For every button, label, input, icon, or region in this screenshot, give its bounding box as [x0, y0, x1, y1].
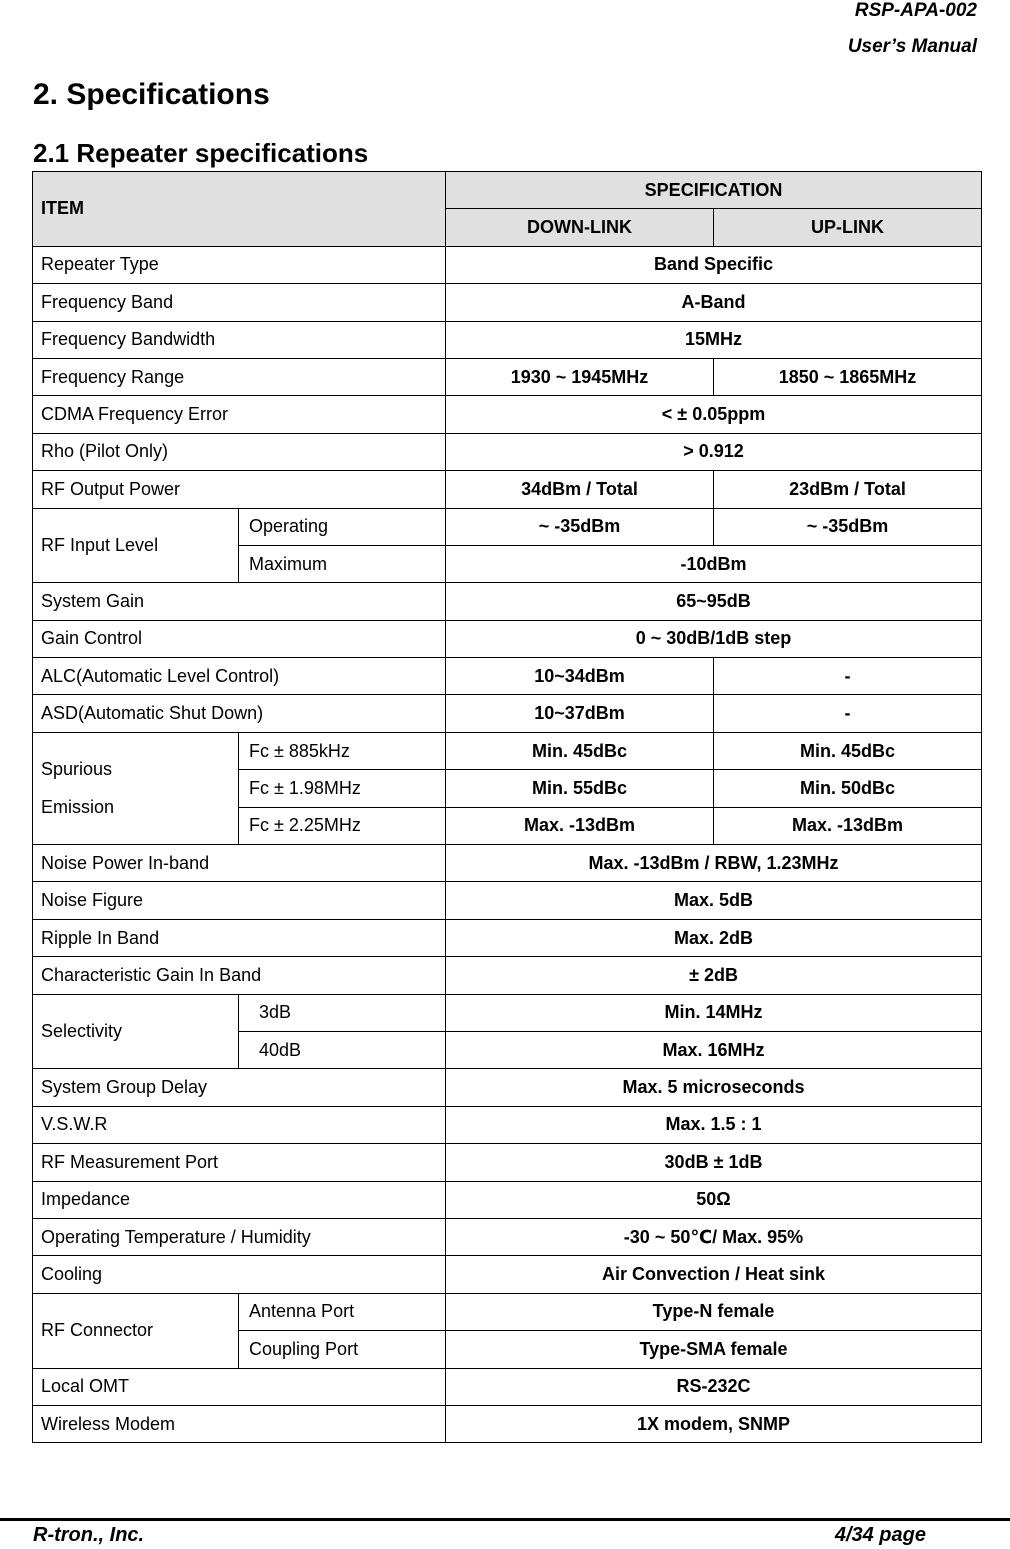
row-value: 15MHz [446, 321, 982, 358]
row-value: Max. 16MHz [446, 1031, 982, 1068]
row-value: 50Ω [446, 1181, 982, 1218]
table-row [33, 1368, 982, 1405]
spurious-emission-label [33, 732, 239, 844]
table-row [33, 321, 982, 358]
row-value: 65~95dB [446, 583, 982, 620]
row-label: Wireless Modem [33, 1405, 446, 1442]
table-row [33, 433, 982, 470]
table-row [33, 1069, 982, 1106]
row-value: Max. 5dB [446, 882, 982, 919]
downlink-value: Min. 45dBc [446, 732, 714, 769]
row-label: Repeater Type [33, 246, 446, 283]
row-label: RF Connector [33, 1293, 239, 1368]
table-row [33, 508, 982, 545]
downlink-value: 10~34dBm [446, 658, 714, 695]
company-name: R-tron., Inc. [33, 1524, 145, 1546]
row-label: Rho (Pilot Only) [33, 433, 446, 470]
uplink-value: Max. -13dBm [714, 807, 982, 844]
row-value: Type-SMA female [446, 1331, 982, 1368]
table-row [33, 1218, 982, 1255]
uplink-value: 23dBm / Total [714, 471, 982, 508]
row-label: System Gain [33, 583, 446, 620]
downlink-value: 1930 ~ 1945MHz [446, 358, 714, 395]
table-row [33, 994, 982, 1031]
sub-label: Fc ± 1.98MHz [239, 770, 446, 807]
sub-label: Maximum [239, 545, 446, 582]
row-label: RF Measurement Port [33, 1144, 446, 1181]
row-label: RF Input Level [33, 508, 239, 583]
sub-label: Operating [239, 508, 446, 545]
uplink-value: - [714, 658, 982, 695]
row-label: Cooling [33, 1256, 446, 1293]
row-label: Frequency Range [33, 358, 446, 395]
row-label: Gain Control [33, 620, 446, 657]
item-header: ITEM [33, 172, 446, 247]
row-label: Characteristic Gain In Band [33, 957, 446, 994]
downlink-value: 34dBm / Total [446, 471, 714, 508]
table-row [33, 1256, 982, 1293]
row-value: -30 ~ 50℃/ Max. 95% [446, 1218, 982, 1255]
footer-divider [0, 1518, 1010, 1521]
uplink-value: ~ -35dBm [714, 508, 982, 545]
row-label: CDMA Frequency Error [33, 396, 446, 433]
downlink-header: DOWN-LINK [446, 209, 714, 246]
row-value: -10dBm [446, 545, 982, 582]
row-value: 0 ~ 30dB/1dB step [446, 620, 982, 657]
row-label: Frequency Band [33, 284, 446, 321]
uplink-value: - [714, 695, 982, 732]
downlink-value: 10~37dBm [446, 695, 714, 732]
table-row [33, 695, 982, 732]
sub-label: Coupling Port [239, 1331, 446, 1368]
uplink-value: Min. 50dBc [714, 770, 982, 807]
spec-table [32, 171, 982, 1443]
row-value: Air Convection / Heat sink [446, 1256, 982, 1293]
table-row [33, 471, 982, 508]
row-label: ALC(Automatic Level Control) [33, 658, 446, 695]
sub-label: Fc ± 885kHz [239, 732, 446, 769]
row-label: Impedance [33, 1181, 446, 1218]
sub-label: Antenna Port [239, 1293, 446, 1330]
row-value: Type-N female [446, 1293, 982, 1330]
table-row [33, 845, 982, 882]
table-row [33, 358, 982, 395]
row-value: Max. 2dB [446, 919, 982, 956]
table-row [33, 583, 982, 620]
table-row [33, 1293, 982, 1330]
row-label: Ripple In Band [33, 919, 446, 956]
row-label: ASD(Automatic Shut Down) [33, 695, 446, 732]
downlink-value: Max. -13dBm [446, 807, 714, 844]
table-row [33, 1106, 982, 1143]
row-label: Noise Figure [33, 882, 446, 919]
row-value: ± 2dB [446, 957, 982, 994]
table-row [33, 732, 982, 769]
row-value: 30dB ± 1dB [446, 1144, 982, 1181]
row-label: Operating Temperature / Humidity [33, 1218, 446, 1255]
document-code: RSP-APA-002 [854, 0, 977, 21]
table-row [33, 1181, 982, 1218]
row-label: Frequency Bandwidth [33, 321, 446, 358]
table-row [33, 957, 982, 994]
sub-label: 40dB [239, 1031, 446, 1068]
table-row [33, 1405, 982, 1442]
row-value: RS-232C [446, 1368, 982, 1405]
table-row [33, 172, 982, 209]
row-value: Max. -13dBm / RBW, 1.23MHz [446, 845, 982, 882]
row-value: < ± 0.05ppm [446, 396, 982, 433]
row-value: Max. 5 microseconds [446, 1069, 982, 1106]
subsection-title: 2.1 Repeater specifications [33, 138, 369, 168]
row-label: Local OMT [33, 1368, 446, 1405]
row-value: Min. 14MHz [446, 994, 982, 1031]
row-label: System Group Delay [33, 1069, 446, 1106]
row-value: A-Band [446, 284, 982, 321]
page-number: 4/34 page [834, 1524, 926, 1546]
uplink-value: 1850 ~ 1865MHz [714, 358, 982, 395]
downlink-value: ~ -35dBm [446, 508, 714, 545]
table-row [33, 658, 982, 695]
row-value: Band Specific [446, 246, 982, 283]
table-row [33, 1144, 982, 1181]
row-label: V.S.W.R [33, 1106, 446, 1143]
spurious-label-line1: Spurious [41, 759, 113, 780]
sub-label: Fc ± 2.25MHz [239, 807, 446, 844]
table-row [33, 396, 982, 433]
row-value: > 0.912 [446, 433, 982, 470]
uplink-header: UP-LINK [714, 209, 982, 246]
spurious-label-line2: Emission [41, 797, 115, 818]
row-value: 1X modem, SNMP [446, 1405, 982, 1442]
specification-header: SPECIFICATION [446, 172, 982, 209]
row-label: Noise Power In-band [33, 845, 446, 882]
table-row [33, 246, 982, 283]
table-row [33, 620, 982, 657]
section-title: 2. Specifications [33, 78, 270, 111]
table-row [33, 284, 982, 321]
sub-label: 3dB [239, 994, 446, 1031]
row-label: Selectivity [33, 994, 239, 1069]
downlink-value: Min. 55dBc [446, 770, 714, 807]
document-kind: User’s Manual [847, 36, 977, 57]
table-row [33, 919, 982, 956]
row-label: RF Output Power [33, 471, 446, 508]
table-row [33, 882, 982, 919]
row-value: Max. 1.5 : 1 [446, 1106, 982, 1143]
uplink-value: Min. 45dBc [714, 732, 982, 769]
